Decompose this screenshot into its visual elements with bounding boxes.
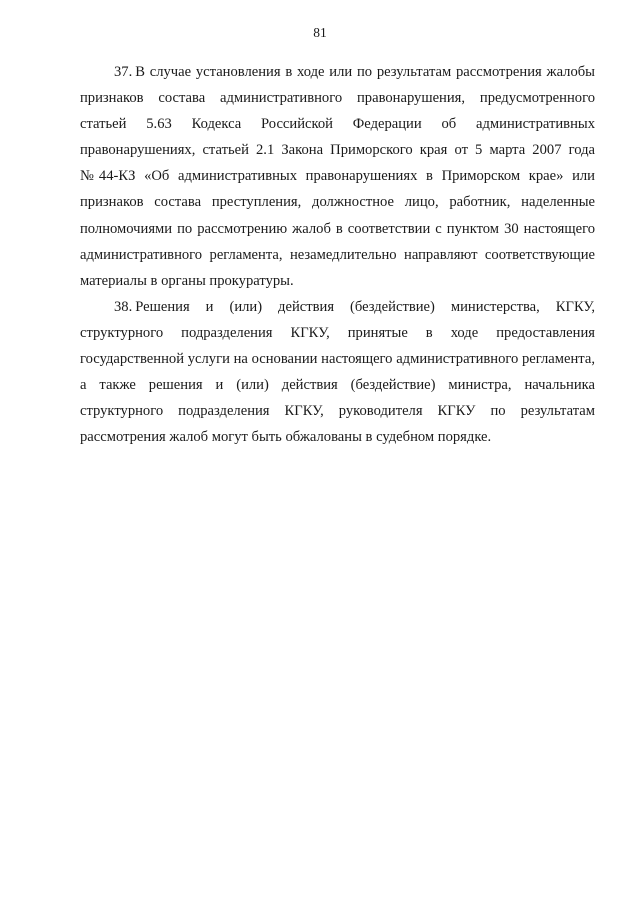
paragraph-text: В случае установления в ходе или по результатам рассмотрения жалобы признаков состава административного правонарушения, предусмотренного статьей 5.63 Кодекса Российской Федерации об административных правонарушениях, статьей 2.1 Закона Приморского края от 5 марта 2007 года №44-КЗ «Об административных правонарушениях в Приморском крае» или признаков состава преступления, должностное лицо, работник, наделенные полномочиями по рассмотрению жалоб в соответствии с пунктом 30 настоящего административного регламента, незамедлительно направляют соответствующие материалы в органы прокуратуры. [80, 64, 595, 289]
page-number: 81 [313, 25, 327, 40]
document-body [80, 59, 595, 450]
paragraph-37 [80, 59, 595, 294]
paragraph-text: Решения и (или) действия (бездействие) министерства, КГКУ, структурного подразделения КГКУ, принятые в ходе предоставления государственной услуги на основании настоящего административного регламента, а также решения и (или) действия (бездействие) министра, начальника структурного подразделения КГКУ, руководителя КГКУ по результатам рассмотрения жалоб могут быть обжалованы в судебном порядке. [80, 298, 595, 446]
paragraph-number: 38. [114, 298, 133, 315]
paragraph-38 [80, 294, 595, 451]
paragraph-number: 37. [114, 64, 133, 80]
